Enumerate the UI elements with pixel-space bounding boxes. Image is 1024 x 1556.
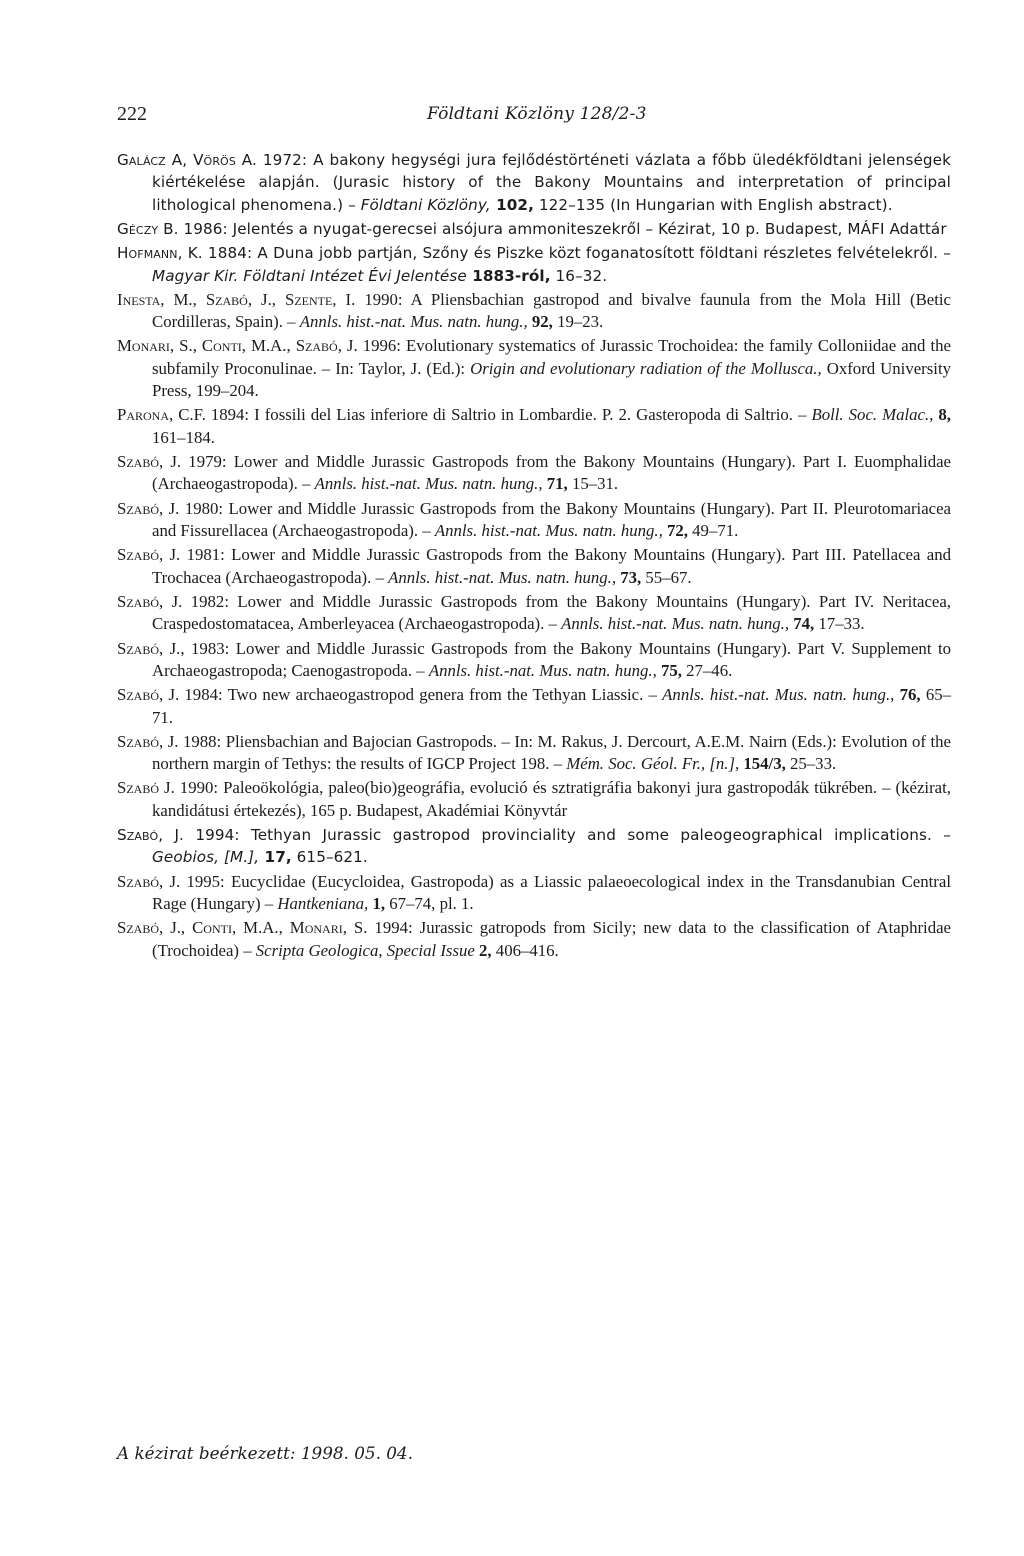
reference-text: 1982: Lower and Middle Jurassic Gastropods from the Bakony Mountains (Hungary). Part IV. Neritacea, Craspedostomatacea, Amberleyacea (Archaeogastropoda). –: [152, 591, 951, 634]
reference-entry: [117, 917, 951, 962]
reference-pages: 49–71.: [687, 521, 739, 541]
reference-volume: 92,: [527, 312, 553, 332]
reference-authors: Szabó, J.: [117, 452, 182, 472]
reference-authors: Szabó, J.: [117, 545, 181, 565]
reference-pages: Oxford University Press, 199–204.: [152, 358, 952, 401]
reference-text: 1994: Tethyan Jurassic gastropod provinciality and some paleogeographical implications. –: [184, 825, 952, 844]
running-title: Földtani Közlöny 128/2-3: [427, 104, 647, 124]
reference-text: 1984: Two new archaeogastropod genera from the Tethyan Liassic. –: [179, 685, 663, 705]
reference-pages: 19–23.: [552, 312, 604, 332]
reference-text: 1894: I fossili del Lias inferiore di Saltrio in Lombardie. P. 2. Gasteropoda di Saltrio. –: [205, 405, 812, 425]
reference-volume: 8,: [933, 405, 952, 425]
reference-pages: 25–33.: [785, 754, 837, 774]
reference-entry: [117, 289, 951, 334]
reference-pages: 15–31.: [567, 474, 619, 494]
reference-volume: 76,: [894, 685, 921, 705]
reference-entry: [117, 498, 951, 543]
reference-text: 1979: Lower and Middle Jurassic Gastropods from the Bakony Mountains (Hungary). Part I. Euomphalidae (Archaeogastropoda). –: [152, 452, 951, 494]
reference-volume: 72,: [662, 521, 688, 541]
reference-volume: 1,: [368, 893, 386, 913]
reference-authors: Inesta, M., Szabó, J., Szente, I.: [117, 289, 356, 309]
reference-journal: Annls. hist.-nat. Mus. natn. hung.,: [299, 312, 528, 332]
reference-pages: 122–135 (In Hungarian with English abstract).: [533, 195, 893, 214]
reference-pages: 55–67.: [641, 567, 692, 587]
reference-volume: 1883-ról,: [466, 266, 551, 285]
reference-text: 1990: A Pliensbachian gastropod and bivalve faunula from the Mola Hill (Betic Cordilleras, Spain). –: [152, 289, 951, 332]
reference-list: [117, 149, 951, 964]
reference-text: 1981: Lower and Middle Jurassic Gastropods from the Bakony Mountains (Hungary). Part III. Patellacea and Trochacea (Archaeogastropoda). –: [152, 545, 951, 587]
reference-authors: Szabó, J.,: [117, 638, 185, 658]
reference-text: 1972: A bakony hegységi jura fejlődéstörténeti vázlata a főbb üledékföldtani jelenségek kiértékelése alapján. (Jurasic history of the Bakony Mountains and interpretation of principal lithological phenomena.) –: [152, 151, 951, 214]
reference-journal: Annls. hist.-nat. Mus. natn. hung.,: [434, 521, 663, 541]
reference-entry: [117, 871, 951, 916]
reference-journal: Annls. hist.-nat. Mus. natn. hung.,: [314, 474, 543, 494]
reference-entry: [117, 777, 951, 822]
reference-journal: Annls. hist.-nat. Mus. natn. hung.,: [561, 614, 790, 634]
reference-authors: Szabó, J.: [117, 685, 180, 705]
reference-authors: Szabó J.: [117, 778, 175, 798]
page-number: 222: [117, 103, 147, 125]
reference-entry: [117, 638, 951, 683]
reference-journal: Geobios, [M.],: [152, 848, 260, 867]
reference-text: 1988: Pliensbachian and Bajocian Gastropods. – In: M. Rakus, J. Dercourt, A.E.M. Nairn (Eds.): Evolution of the northern margin of Tethys: the results of IGCP Project 198. –: [152, 731, 951, 774]
reference-journal: Magyar Kir. Földtani Intézet Évi Jelentése: [152, 266, 467, 285]
reference-entry: [117, 404, 951, 449]
reference-volume: 74,: [789, 614, 815, 634]
reference-volume: 102,: [490, 195, 534, 214]
page-header: [117, 103, 951, 127]
reference-journal: Hantkeniana,: [277, 893, 369, 913]
reference-entry: [117, 684, 951, 729]
reference-journal: Annls. hist.-nat. Mus. natn. hung.,: [662, 685, 895, 705]
reference-authors: Galácz A, Vörös A.: [117, 151, 257, 169]
reference-authors: Parona, C.F.: [117, 405, 206, 425]
reference-pages: 16–32.: [550, 266, 608, 285]
reference-entry: [117, 242, 951, 287]
reference-volume: 71,: [542, 474, 568, 494]
reference-entry: [117, 335, 951, 402]
reference-text: 1995: Eucyclidae (Eucycloidea, Gastropoda) as a Liassic palaeoecological index in the Transdanubian Central Rage (Hungary) –: [152, 871, 951, 913]
reference-entry: [117, 591, 951, 636]
reference-authors: Monari, S., Conti, M.A., Szabó, J.: [117, 336, 358, 356]
reference-text: 1986: Jelentés a nyugat-gerecsei alsójura ammoniteszekről – Kézirat, 10 p. Budapest, MÁFI Adattár: [178, 220, 947, 239]
reference-authors: Szabó, J.: [117, 871, 181, 891]
reference-entry: [117, 451, 951, 496]
reference-journal: Mém. Soc. Géol. Fr., [n.],: [566, 754, 740, 774]
reference-volume: 75,: [656, 660, 682, 680]
reference-pages: 67–74, pl. 1.: [385, 893, 474, 913]
reference-pages: 406–416.: [491, 940, 559, 960]
reference-text: 1983: Lower and Middle Jurassic Gastropods from the Bakony Mountains (Hungary). Part V. Supplement to Archaeogastropoda; Caenogastropoda. –: [152, 638, 951, 680]
reference-entry: [117, 544, 951, 589]
reference-journal: Boll. Soc. Malac.,: [811, 405, 934, 425]
reference-volume: 154/3,: [739, 754, 786, 774]
reference-text: 1884: A Duna jobb partján, Szőny és Piszke közt foganatosított földtani részletes felvételekről. –: [202, 244, 951, 263]
reference-pages: 27–46.: [681, 660, 733, 680]
reference-authors: Szabó, J.: [117, 591, 183, 611]
reference-volume: 17,: [259, 848, 292, 867]
reference-authors: Hofmann, K.: [117, 244, 203, 263]
reference-pages: 65–71.: [152, 685, 951, 727]
reference-pages: 615–621.: [291, 848, 368, 867]
reference-pages: 17–33.: [814, 614, 865, 634]
reference-text: 1980: Lower and Middle Jurassic Gastropods from the Bakony Mountains (Hungary). Part II. Pleurotomariacea and Fissurellacea (Archaeogastropoda). –: [152, 498, 951, 541]
manuscript-received-note: A kézirat beérkezett: 1998. 05. 04.: [117, 1443, 413, 1463]
reference-entry: [117, 149, 951, 216]
reference-authors: Szabó, J.: [117, 825, 184, 844]
reference-volume: 73,: [616, 567, 642, 587]
reference-entry: [117, 731, 951, 776]
reference-journal: Annls. hist.-nat. Mus. natn. hung.,: [428, 660, 657, 680]
reference-volume: 2,: [474, 940, 492, 960]
reference-authors: Szabó, J., Conti, M.A., Monari, S.: [117, 918, 368, 938]
reference-journal: Scripta Geologica, Special Issue: [255, 940, 475, 960]
reference-authors: Szabó, J.: [117, 498, 180, 518]
reference-journal: Földtani Közlöny,: [360, 195, 491, 214]
reference-authors: Szabó, J.: [117, 731, 179, 751]
reference-entry: [117, 218, 951, 240]
reference-text: 1996: Evolutionary systematics of Jurassic Trochoidea: the family Colloniidae and the subfamily Proconulinae. – In: Taylor, J. (Ed.):: [152, 336, 951, 378]
reference-pages: 161–184.: [152, 427, 215, 447]
reference-text: 1990: Paleoökológia, paleo(bio)geográfia, evolució és sztratigráfia bakonyi jura gastropodák tükrében. – (kézirat, kandidátusi értekezés), 165 p. Budapest, Akadémiai Könyvtár: [152, 778, 951, 820]
reference-entry: [117, 824, 951, 869]
reference-text: 1994: Jurassic gatropods from Sicily; new data to the classification of Ataphridae (Trochoidea) –: [152, 918, 951, 960]
reference-journal: Origin and evolutionary radiation of the Mollusca.,: [470, 358, 822, 378]
reference-journal: Annls. hist.-nat. Mus. natn. hung.,: [388, 567, 617, 587]
reference-authors: Géczy B.: [117, 220, 179, 239]
